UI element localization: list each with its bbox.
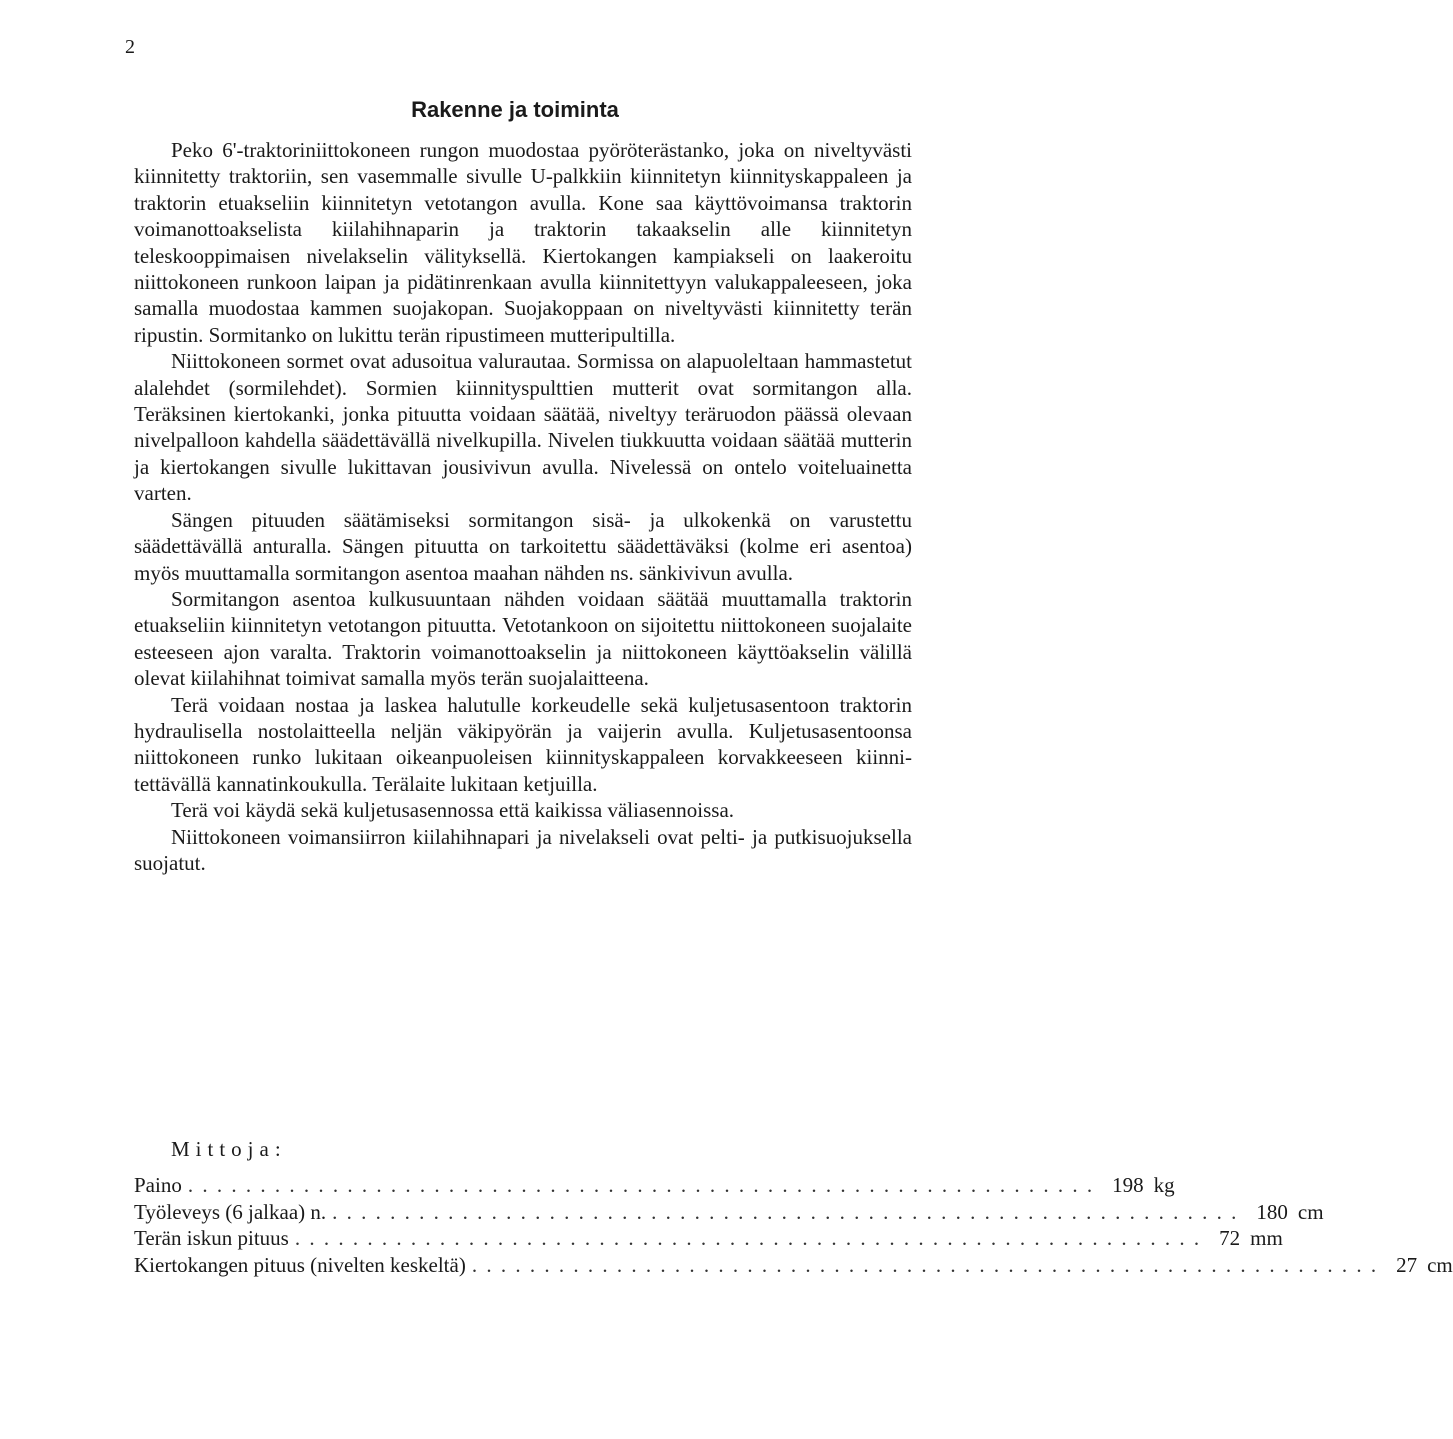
dot-leader: . . . . . . . . . . . . . . . . . . . . . . . . . . . . . . . . . . . . . . . . . . . . . . . . . . . . . . . . . . . . . . . — [471, 1252, 1379, 1277]
paragraph: Niittokoneen voimansiirron kiilahihnapari ja nivelakseli ovat pelti- ja putkisuojuksella suojatut. — [134, 824, 912, 875]
dimension-label: Paino — [134, 1173, 182, 1197]
dimension-value: 27 — [1396, 1252, 1418, 1277]
section-heading: Rakenne ja toiminta — [411, 97, 619, 122]
dimensions-title: Mittoja: — [171, 1137, 287, 1161]
dimension-value: 180 — [1256, 1199, 1288, 1224]
dimensions-table — [134, 1173, 1453, 1279]
dimension-label: Kiertokangen pituus (nivelten keskeltä) — [134, 1252, 466, 1277]
dot-leader: . . . . . . . . . . . . . . . . . . . . . . . . . . . . . . . . . . . . . . . . . . . . . . . . . . . . . . . . . . . . . . . — [187, 1173, 1095, 1197]
dot-leader: . . . . . . . . . . . . . . . . . . . . . . . . . . . . . . . . . . . . . . . . . . . . . . . . . . . . . . . . . . . . . . . — [294, 1226, 1202, 1250]
dimension-row — [134, 1199, 1324, 1227]
dimension-value: 72 — [1219, 1226, 1241, 1250]
dot-leader: . . . . . . . . . . . . . . . . . . . . . . . . . . . . . . . . . . . . . . . . . . . . . . . . . . . . . . . . . . . . . . . — [332, 1199, 1239, 1224]
paragraph: Peko 6'-traktoriniittokoneen rungon muodostaa pyöröterästanko, joka on niveltyvästi kiinnitetty traktoriin, sen vasemmalle sivulle U-palkkiin kiinnitetyn kiinnityskappaleen ja traktorin etuakseliin kiinnitetyn vetotangon avulla. Kone saa käyttövoimansa traktorin voimanottoakselista kiilahihnaparin ja traktorin takaakselin alle kiinnitetyn teleskooppimaisen nivelakselin välityksellä. Kiertokangen kampiakseli on laakeroitu niittokoneen runkoon laipan ja pidätinrenkaan avulla kiinnitettyyn valukappaleeseen, joka samalla muodostaa kammen suojakopan. Suojakoppaan on niveltyvästi kiinnitetty terän ripustin. Sormitanko on lukittu terän ripustimeen mutteripultilla. — [134, 138, 912, 347]
body-text — [134, 137, 912, 876]
dimension-label: Terän iskun pituus — [134, 1226, 289, 1250]
dimension-unit: cm — [1427, 1252, 1453, 1277]
dimension-value: 198 — [1112, 1173, 1144, 1197]
paragraph: Terä voidaan nostaa ja laskea halutulle korkeudelle sekä kuljetusasentoon traktorin hydraulisella nostolaitteella neljän väkipyörän ja vaijerin avulla. Kuljetusasentoonsa niittokoneen runko lukitaan oikeanpuoleisen kiinnityskappaleen korvakkeeseen kiinnitettävällä kannatinkoukulla. Terälaite lukitaan ketjuilla. — [134, 692, 912, 796]
dimension-row — [134, 1173, 1175, 1200]
page-number: 2 — [125, 36, 135, 58]
paragraph: Sormitangon asentoa kulkusuuntaan nähden voidaan säätää muuttamalla traktorin etuakseliin kiinnitetyn vetotangon pituutta. Vetotankoon on sijoitettu niittokoneen suojalaite esteeseen ajon varalta. Traktorin voimanottoakselin ja niittokoneen käyttöakselin välillä olevat kiilahihnat toimivat samalla myös terän suojalaitteena. — [134, 586, 912, 691]
dimension-label: Työleveys (6 jalkaa) n. — [134, 1199, 327, 1224]
dimension-unit: kg — [1153, 1173, 1175, 1197]
dimension-unit: mm — [1250, 1226, 1283, 1250]
dimension-unit: cm — [1297, 1199, 1324, 1224]
paragraph: Terä voi käydä sekä kuljetusasennossa että kaikissa väliasennoissa. — [171, 798, 735, 823]
dimension-row — [134, 1252, 1453, 1280]
paragraph: Niittokoneen sormet ovat adusoitua valurautaa. Sormissa on alapuoleltaan hammastetut alalehdet (sormilehdet). Sormien kiinnityspulttien mutterit ovat sormitangon alla. Teräksinen kiertokanki, jonka pituutta voidaan säätää, niveltyy teräruodon päässä olevaan nivelpalloon kahdella säädettävällä nivelkupilla. Nivelen tiukkuutta voidaan säätää mutterin ja kiertokangen sivulle lukittavan jousivivun avulla. Nivelessä on ontelo voiteluainetta varten. — [134, 349, 912, 506]
dimension-row — [134, 1226, 1283, 1253]
paragraph: Sängen pituuden säätämiseksi sormitangon sisä- ja ulkokenkä on varustettu säädettävällä anturalla. Sängen pituutta on tarkoitettu säädettäväksi (kolme eri asentoa) myös muuttamalla sormitangon asentoa maahan nähden ns. sänkivivun avulla. — [134, 507, 912, 585]
